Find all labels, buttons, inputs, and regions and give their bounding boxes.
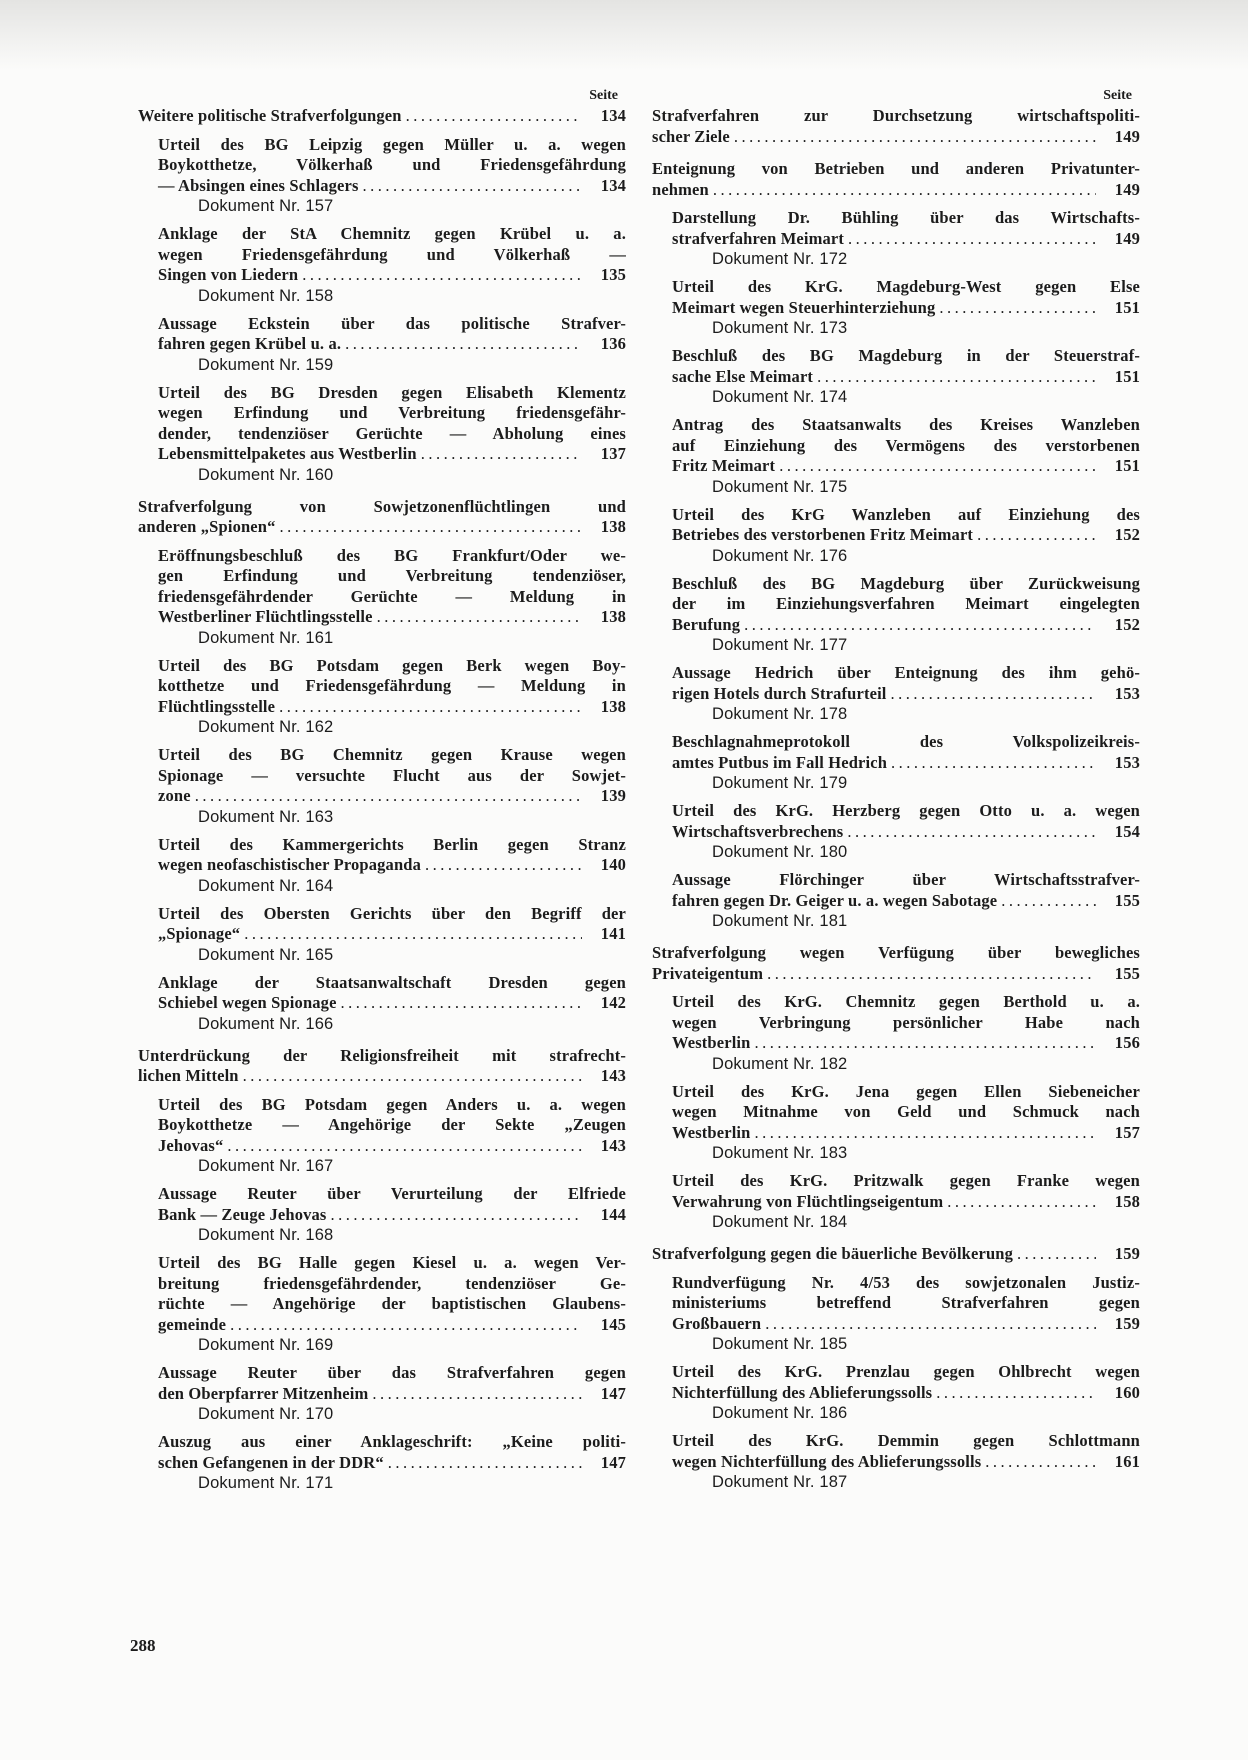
entry-title-line: Rundverfügung Nr. 4/53 des sowjetzonalen Justiz-: [672, 1272, 1140, 1292]
entry-title-line: Jehovas“: [158, 1135, 224, 1155]
dot-leader: [363, 176, 582, 197]
entry-title-line: Privateigentum: [652, 963, 764, 983]
document-ref: Dokument Nr. 161: [198, 628, 334, 647]
dot-leader: [755, 1033, 1097, 1054]
entry-last-line: [672, 298, 1140, 319]
document-ref: Dokument Nr. 162: [198, 718, 334, 736]
entry-title-line: rigen Hotels durch Strafurteil: [672, 683, 887, 703]
entry-last-line: [158, 924, 626, 945]
entry-title-line: Flüchtlingsstelle: [158, 696, 276, 716]
entry-title-line: Urteil des KrG. Magdeburg-West gegen Else: [672, 277, 1140, 296]
entry-title-line: gen Erfindung und Verbreitung tendenziöser,: [158, 566, 626, 585]
entry-title-line: rüchte — Angehörige der baptistischen Glaubens-: [158, 1294, 626, 1313]
entry-last-line: [672, 684, 1140, 705]
entry-title-line: Betriebes des verstorbenen Fritz Meimart: [672, 525, 974, 544]
document-ref: Dokument Nr. 164: [198, 876, 334, 895]
dot-leader: [302, 265, 582, 286]
page-ref: 138: [600, 696, 626, 716]
page-ref: 145: [600, 1314, 626, 1334]
toc-entry: [672, 208, 1140, 269]
entry-title-line: Meimart wegen Steuerhinterziehung: [672, 297, 936, 317]
document-ref: Dokument Nr. 173: [712, 319, 848, 337]
toc-entry: [672, 1082, 1140, 1164]
entry-title-line: — Absingen eines Schlagers: [158, 175, 359, 195]
dot-leader: [767, 964, 1096, 985]
entry-title-line: fahren gegen Dr. Geiger u. a. wegen Sabotage: [672, 890, 998, 910]
dot-leader: [230, 1315, 582, 1336]
entry-title-line: Strafverfahren zur Durchsetzung wirtschaftspoliti-: [652, 106, 1140, 125]
document-ref: Dokument Nr. 186: [712, 1404, 848, 1422]
dot-leader: [377, 607, 582, 628]
toc-entry: [158, 1363, 626, 1424]
document-ref: Dokument Nr. 163: [198, 807, 334, 826]
entry-last-line: [158, 265, 626, 286]
entry-title-line: Spionage — versuchte Flucht aus der Sowjet-: [158, 765, 626, 785]
entry-last-line: [672, 615, 1140, 636]
toc-section: [138, 497, 626, 538]
dot-leader: [744, 615, 1096, 636]
entry-title-line: Aussage Reuter über das Strafverfahren gegen: [158, 1363, 626, 1382]
entry-title-line: Urteil des KrG. Pritzwalk gegen Franke wegen: [672, 1171, 1140, 1190]
entry-title-line: sache Else Meimart: [672, 366, 814, 386]
document-ref: Dokument Nr. 167: [198, 1157, 334, 1175]
dot-leader: [243, 1066, 582, 1087]
entry-title-line: schen Gefangenen in der DDR“: [158, 1452, 384, 1472]
entry-title-line: Beschluß des BG Magdeburg in der Steuerstraf-: [672, 346, 1140, 365]
document-ref: Dokument Nr. 159: [198, 355, 334, 374]
entry-title-line: Fritz Meimart: [672, 456, 776, 475]
entry-title-line: Urteil des KrG. Prenzlau gegen Ohlbrecht wegen: [672, 1362, 1140, 1381]
toc-section: [652, 943, 1140, 984]
toc-entry: [672, 801, 1140, 862]
toc-entry: [158, 1432, 626, 1493]
entry-title-line: Urteil des BG Leipzig gegen Müller u. a. wegen: [158, 134, 626, 154]
document-ref: Dokument Nr. 178: [712, 705, 848, 723]
entry-last-line: [672, 1314, 1140, 1335]
entry-title-line: Urteil des BG Chemnitz gegen Krause wegen: [158, 745, 626, 764]
page-ref: 136: [600, 334, 626, 353]
page-ref: 158: [1114, 1191, 1140, 1211]
toc-column-right: [652, 86, 1140, 1500]
toc-entry: [158, 835, 626, 896]
entry-last-line: [158, 1315, 626, 1336]
page-ref: 155: [1114, 963, 1140, 983]
page-ref: 141: [600, 924, 626, 943]
page-ref: 151: [1114, 456, 1140, 475]
document-ref: Dokument Nr. 158: [198, 286, 334, 305]
document-ref: Dokument Nr. 182: [712, 1054, 848, 1073]
page-column-header: Seite: [1103, 88, 1132, 103]
entry-title-line: auf Einziehung des Vermögens des verstorbenen: [672, 435, 1140, 455]
entry-last-line: [672, 1192, 1140, 1213]
entry-last-line: [158, 607, 626, 628]
entry-title-line: scher Ziele: [652, 126, 730, 146]
toc-entry: [158, 546, 626, 648]
entry-title-line: Urteil des BG Halle gegen Kiesel u. a. wegen Ver-: [158, 1253, 626, 1272]
page-ref: 147: [600, 1452, 626, 1472]
dot-leader: [734, 127, 1096, 148]
page-ref: 153: [1114, 752, 1140, 772]
entry-title-line: Darstellung Dr. Bühling über das Wirtschafts-: [672, 208, 1140, 227]
entry-title-line: friedensgefährdender Gerüchte — Meldung in: [158, 586, 626, 606]
page-column-header: Seite: [589, 88, 618, 103]
page-ref: 161: [1114, 1451, 1140, 1471]
entry-title-line: Strafverfolgung gegen die bäuerliche Bevölkerung: [652, 1244, 1014, 1263]
entry-last-line: [158, 993, 626, 1014]
entry-last-line: [158, 176, 626, 197]
dot-leader: [421, 444, 582, 465]
dot-leader: [345, 334, 582, 355]
toc-entry: [158, 1184, 626, 1245]
dot-leader: [195, 786, 582, 807]
entry-title-line: fahren gegen Krübel u. a.: [158, 334, 342, 353]
entry-last-line: [158, 1453, 626, 1474]
entry-title-line: kotthetze und Friedensgefährdung — Meldung in: [158, 676, 626, 695]
entry-title-line: Westberlin: [672, 1122, 751, 1142]
page-ref: 154: [1114, 821, 1140, 841]
document-ref: Dokument Nr. 165: [198, 945, 334, 964]
document-ref: Dokument Nr. 172: [712, 250, 848, 268]
toc-entry: [672, 992, 1140, 1074]
entry-title-line: Urteil des KrG. Chemnitz gegen Berthold u. a.: [672, 992, 1140, 1011]
entry-title-line: Westberliner Flüchtlingsstelle: [158, 607, 373, 626]
toc-entry: [672, 732, 1140, 793]
document-ref: Dokument Nr. 185: [712, 1335, 848, 1353]
toc-entry: [158, 745, 626, 827]
entry-last-line: [672, 367, 1140, 388]
entry-title-line: Urteil des KrG. Jena gegen Ellen Siebeneicher: [672, 1081, 1140, 1101]
toc-entry: [672, 663, 1140, 724]
entry-title-line: Enteignung von Betrieben und anderen Privatunter-: [652, 159, 1140, 178]
entry-last-line: [652, 964, 1140, 985]
toc-entry: [158, 135, 626, 217]
toc-entry: [158, 904, 626, 965]
entry-title-line: Boykotthetze — Angehörige der Sekte „Zeugen: [158, 1115, 626, 1134]
page-ref: 134: [600, 175, 626, 195]
dot-leader: [891, 684, 1096, 705]
dot-leader: [817, 367, 1096, 388]
document-ref: Dokument Nr. 168: [198, 1226, 334, 1244]
page-ref: 152: [1114, 614, 1140, 634]
entry-last-line: [672, 1033, 1140, 1054]
page-ref: 139: [600, 786, 626, 805]
page-ref: 137: [600, 444, 626, 463]
page-ref: 149: [1114, 228, 1140, 248]
entry-last-line: [652, 1244, 1140, 1265]
entry-title-line: Strafverfolgung wegen Verfügung über bewegliches: [652, 943, 1140, 962]
toc-section: [652, 159, 1140, 200]
entry-last-line: [138, 1066, 626, 1087]
entry-title-line: wegen Mitnahme von Geld und Schmuck nach: [672, 1102, 1140, 1121]
entry-title-line: wegen Verbringung persönlicher Habe nach: [672, 1012, 1140, 1032]
entry-last-line: [672, 525, 1140, 546]
entry-last-line: [652, 127, 1140, 148]
entry-title-line: Bank — Zeuge Jehovas: [158, 1204, 327, 1224]
dot-leader: [372, 1384, 582, 1405]
page-ref: 152: [1114, 525, 1140, 544]
dot-leader: [936, 1383, 1096, 1404]
toc-section: [652, 1244, 1140, 1265]
page-ref: 155: [1114, 890, 1140, 910]
document-ref: Dokument Nr. 160: [198, 465, 334, 484]
entry-title-line: der im Einziehungsverfahren Meimart eingelegten: [672, 594, 1140, 613]
document-ref: Dokument Nr. 157: [198, 197, 334, 215]
entry-title-line: „Spionage“: [158, 924, 241, 943]
page-ref: 144: [600, 1204, 626, 1224]
entry-title-line: Anklage der StA Chemnitz gegen Krübel u. a.: [158, 224, 626, 243]
entry-title-line: Singen von Liedern: [158, 265, 299, 284]
entry-last-line: [158, 334, 626, 355]
entry-title-line: dender, tendenziöser Gerüchte — Abholung eines: [158, 423, 626, 443]
page-ref: 140: [600, 855, 626, 874]
entry-last-line: [652, 180, 1140, 201]
entry-last-line: [158, 786, 626, 807]
entry-title-line: amtes Putbus im Fall Hedrich: [672, 752, 888, 772]
page-ref: 151: [1114, 297, 1140, 317]
dot-leader: [388, 1453, 582, 1474]
entry-title-line: Schiebel wegen Spionage: [158, 993, 337, 1012]
entry-title-line: Urteil des BG Potsdam gegen Berk wegen Boy-: [158, 655, 626, 675]
page-ref: 147: [600, 1383, 626, 1403]
document-ref: Dokument Nr. 175: [712, 477, 848, 496]
dot-leader: [227, 1136, 582, 1157]
dot-leader: [891, 753, 1096, 774]
dot-leader: [341, 993, 582, 1014]
toc-entry: [672, 870, 1140, 931]
dot-leader: [765, 1314, 1096, 1335]
entry-title-line: den Oberpfarrer Mitzenheim: [158, 1383, 369, 1403]
entry-title-line: wegen neofaschistischer Propaganda: [158, 855, 421, 874]
entry-last-line: [138, 106, 626, 127]
document-ref: Dokument Nr. 169: [198, 1336, 334, 1354]
dot-leader: [947, 1192, 1096, 1213]
dot-leader: [244, 924, 582, 945]
dot-leader: [779, 456, 1096, 477]
entry-title-line: Eröffnungsbeschluß des BG Frankfurt/Oder we-: [158, 545, 626, 565]
page-number: 288: [130, 1636, 156, 1655]
document-ref: Dokument Nr. 174: [712, 388, 848, 406]
dot-leader: [425, 855, 582, 876]
toc-entry: [158, 314, 626, 375]
page-ref: 151: [1114, 366, 1140, 386]
page-ref: 135: [600, 265, 626, 284]
entry-last-line: [158, 1136, 626, 1157]
entry-title-line: anderen „Spionen“: [138, 517, 276, 536]
page-ref: 149: [1114, 126, 1140, 146]
document-ref: Dokument Nr. 177: [712, 636, 848, 654]
toc-section: [652, 106, 1140, 147]
entry-last-line: [158, 1205, 626, 1226]
toc-entry: [672, 1171, 1140, 1232]
document-ref: Dokument Nr. 166: [198, 1014, 334, 1033]
document-ref: Dokument Nr. 180: [712, 843, 848, 861]
document-ref: Dokument Nr. 170: [198, 1405, 334, 1423]
document-ref: Dokument Nr. 187: [712, 1473, 848, 1491]
page-ref: 160: [1114, 1382, 1140, 1402]
entry-title-line: wegen Nichterfüllung des Ablieferungssolls: [672, 1451, 982, 1471]
toc-entry: [672, 415, 1140, 497]
document-ref: Dokument Nr. 181: [712, 912, 848, 930]
toc-column-left: [138, 86, 626, 1501]
page-ref: 143: [600, 1135, 626, 1155]
toc-entry: [672, 346, 1140, 407]
entry-title-line: Urteil des KrG. Herzberg gegen Otto u. a. wegen: [672, 801, 1140, 820]
toc-entry: [158, 973, 626, 1034]
document-ref: Dokument Nr. 171: [198, 1474, 334, 1492]
entry-title-line: Aussage Hedrich über Enteignung des ihm gehö-: [672, 663, 1140, 682]
entry-title-line: Nichterfüllung des Ablieferungssolls: [672, 1382, 933, 1402]
entry-title-line: Berufung: [672, 614, 741, 634]
entry-last-line: [672, 822, 1140, 843]
page-ref: 138: [600, 607, 626, 626]
entry-title-line: breitung friedensgefährdender, tendenziöser Ge-: [158, 1273, 626, 1293]
document-ref: Dokument Nr. 176: [712, 546, 848, 565]
entry-title-line: gemeinde: [158, 1314, 227, 1334]
page-ref: 142: [600, 993, 626, 1012]
entry-last-line: [672, 753, 1140, 774]
document-ref: Dokument Nr. 184: [712, 1213, 848, 1231]
entry-last-line: [672, 891, 1140, 912]
entry-title-line: ministeriums betreffend Strafverfahren gegen: [672, 1293, 1140, 1312]
page-ref: 156: [1114, 1033, 1140, 1052]
page-ref: 143: [600, 1066, 626, 1085]
entry-last-line: [138, 517, 626, 538]
entry-title-line: strafverfahren Meimart: [672, 228, 845, 248]
toc-section: [138, 1046, 626, 1087]
entry-title-line: Urteil des Obersten Gerichts über den Begriff der: [158, 903, 626, 923]
entry-last-line: [158, 444, 626, 465]
entry-last-line: [672, 1123, 1140, 1144]
entry-title-line: Urteil des BG Dresden gegen Elisabeth Klementz: [158, 382, 626, 402]
dot-leader: [1017, 1244, 1096, 1265]
entry-last-line: [672, 1383, 1140, 1404]
entry-title-line: Beschluß des BG Magdeburg über Zurückweisung: [672, 573, 1140, 593]
entry-title-line: Auszug aus einer Anklageschrift: „Keine politi-: [158, 1432, 626, 1451]
page-ref: 149: [1114, 179, 1140, 199]
toc-entry: [672, 505, 1140, 566]
dot-leader: [280, 517, 583, 538]
entry-title-line: Aussage Reuter über Verurteilung der Elfriede: [158, 1184, 626, 1203]
entry-title-line: wegen Erfindung und Verbreitung friedensgefähr-: [158, 403, 626, 422]
dot-leader: [847, 822, 1096, 843]
entry-title-line: Beschlagnahmeprotokoll des Volkspolizeikreis-: [672, 732, 1140, 751]
toc-entry: [672, 277, 1140, 338]
page-ref: 153: [1114, 683, 1140, 703]
toc-entry: [158, 224, 626, 306]
toc-entry: [672, 1362, 1140, 1423]
dot-leader: [755, 1123, 1097, 1144]
entry-title-line: Aussage Eckstein über das politische Strafver-: [158, 313, 626, 333]
entry-title-line: Weitere politische Strafverfolgungen: [138, 106, 402, 125]
dot-leader: [939, 298, 1096, 319]
entry-title-line: Urteil des KrG Wanzleben auf Einziehung des: [672, 504, 1140, 524]
dot-leader: [279, 697, 582, 718]
entry-title-line: Boykotthetze, Völkerhaß und Friedensgefährdung: [158, 155, 626, 174]
entry-title-line: zone: [158, 786, 191, 805]
entry-title-line: Wirtschaftsverbrechens: [672, 821, 844, 841]
document-ref: Dokument Nr. 179: [712, 774, 848, 792]
page-ref: 134: [600, 106, 626, 125]
entry-title-line: Lebensmittelpaketes aus Westberlin: [158, 444, 417, 463]
page-ref: 159: [1114, 1313, 1140, 1333]
page-ref: 159: [1114, 1244, 1140, 1263]
entry-title-line: Aussage Flörchinger über Wirtschaftsstrafver-: [672, 870, 1140, 889]
entry-title-line: lichen Mitteln: [138, 1066, 239, 1085]
dot-leader: [848, 229, 1096, 250]
entry-title-line: nehmen: [652, 179, 709, 199]
entry-title-line: Urteil des Kammergerichts Berlin gegen Stranz: [158, 834, 626, 854]
dot-leader: [977, 525, 1096, 546]
entry-title-line: Großbauern: [672, 1313, 762, 1333]
toc-entry: [672, 1431, 1140, 1492]
entry-title-line: wegen Friedensgefährdung und Völkerhaß —: [158, 244, 626, 264]
dot-leader: [1001, 891, 1096, 912]
entry-last-line: [158, 697, 626, 718]
toc-entry: [158, 383, 626, 485]
page-ref: 138: [600, 517, 626, 536]
entry-last-line: [158, 855, 626, 876]
entry-title-line: Urteil des KrG. Demmin gegen Schlottmann: [672, 1431, 1140, 1450]
entry-title-line: Strafverfolgung von Sowjetzonenflüchtlingen und: [138, 496, 626, 516]
toc-entry: [158, 1095, 626, 1177]
page-ref: 157: [1114, 1122, 1140, 1142]
entry-title-line: Verwahrung von Flüchtlingseigentum: [672, 1191, 944, 1211]
entry-title-line: Anklage der Staatsanwaltschaft Dresden gegen: [158, 972, 626, 992]
dot-leader: [713, 180, 1096, 201]
entry-title-line: Antrag des Staatsanwalts des Kreises Wanzleben: [672, 415, 1140, 434]
dot-leader: [985, 1452, 1096, 1473]
entry-last-line: [672, 229, 1140, 250]
toc-entry: [158, 1253, 626, 1355]
toc-section: [138, 106, 626, 127]
dot-leader: [330, 1205, 582, 1226]
toc-entry: [672, 574, 1140, 656]
entry-last-line: [672, 1452, 1140, 1473]
entry-last-line: [672, 456, 1140, 477]
entry-title-line: Westberlin: [672, 1033, 751, 1052]
entry-last-line: [158, 1384, 626, 1405]
dot-leader: [406, 106, 582, 127]
toc-entry: [672, 1273, 1140, 1355]
toc-entry: [158, 656, 626, 738]
document-ref: Dokument Nr. 183: [712, 1144, 848, 1162]
entry-title-line: Urteil des BG Potsdam gegen Anders u. a. wegen: [158, 1094, 626, 1114]
entry-title-line: Unterdrückung der Religionsfreiheit mit strafrecht-: [138, 1045, 626, 1065]
